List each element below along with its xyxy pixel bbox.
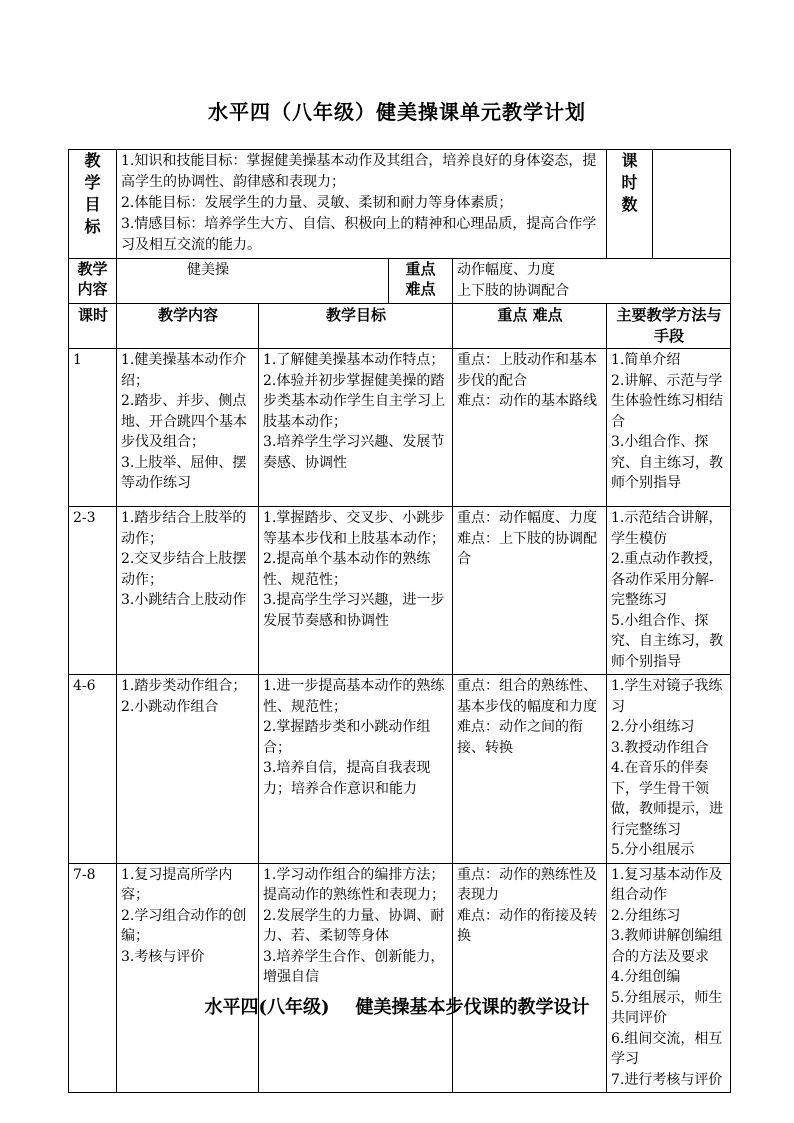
- focus-value: 动作幅度、力度 上下肢的协调配合: [453, 259, 731, 304]
- lesson-cell: 7-8: [69, 863, 117, 1093]
- content-cell: 1.健美操基本动作介绍； 2.踏步、并步、侧点地、开合跳四个基本步伐及组合； 3.上肢举、屈伸、摆等动作练习: [117, 349, 259, 507]
- objectives-text: 1.知识和技能目标：掌握健美操基本动作及其组合，培养良好的身体姿态，提高学生的协调性、韵律感和表现力； 2.体能目标：发展学生的力量、灵敏、柔韧和耐力等身体素质； 3.情感目标：培养学生大方、自信、积极向上的精神和心理品质，提高合作学习及相互交流的能力。: [117, 150, 607, 259]
- section-title-level: 水平四(八年级): [204, 997, 330, 1018]
- objectives-label: 教学目标: [69, 150, 117, 259]
- column-header-row: [69, 304, 731, 349]
- hours-label: 课时数: [607, 150, 653, 259]
- header-focus: 重点 难点: [453, 304, 607, 349]
- methods-cell: 1.学生对镜子我练习 2.分小组练习 3.教授动作组合 4.在音乐的伴奏下，学生骨干领做，教师提示，进行完整练习 5.分小组展示: [607, 675, 731, 864]
- section-title-topic: 健美操基本步伐课的教学设计: [355, 997, 590, 1018]
- table-row: [69, 507, 731, 675]
- header-lesson: 课时: [69, 304, 117, 349]
- content-cell: 1.踏步结合上肢举的动作； 2.交叉步结合上肢摆动作； 3.小跳结合上肢动作: [117, 507, 259, 675]
- content-row: [69, 259, 731, 304]
- section-title: [0, 993, 794, 1019]
- table-row: [69, 863, 731, 1093]
- header-goals: 教学目标: [259, 304, 453, 349]
- content-value: 健美操: [117, 259, 389, 304]
- lesson-cell: 2-3: [69, 507, 117, 675]
- table-row: [69, 675, 731, 864]
- unit-plan-table: [68, 149, 731, 1093]
- methods-cell: 1.复习基本动作及组合动作 2.分组练习 3.教师讲解创编组合的方法及要求 4.分组创编 5.分组展示，师生共同评价 6.组间交流，相互学习 7.进行考核与评价: [607, 863, 731, 1093]
- methods-cell: 1.简单介绍 2.讲解、示范与学生体验性练习相结合 3.小组合作、探究、自主练习，教师个别指导: [607, 349, 731, 507]
- content-cell: 1.复习提高所学内容； 2.学习组合动作的创编； 3.考核与评价: [117, 863, 259, 1093]
- content-label: 教学内容: [69, 259, 117, 304]
- focus-label: 重点难点: [389, 259, 453, 304]
- goals-cell: 1.掌握踏步、交叉步、小跳步等基本步伐和上肢基本动作； 2.提高单个基本动作的熟练性、规范性； 3.提高学生学习兴趣，进一步发展节奏感和协调性: [259, 507, 453, 675]
- page-title: 水平四（八年级）健美操课单元教学计划: [208, 100, 586, 124]
- focus-cell: 重点：动作幅度、力度 难点：上下肢的协调配合: [453, 507, 607, 675]
- goals-cell: 1.进一步提高基本动作的熟练性、规范性； 2.掌握踏步类和小跳动作组合； 3.培养自信，提高自我表现力；培养合作意识和能力: [259, 675, 453, 864]
- focus-cell: 重点：动作的熟练性及表现力 难点：动作的衔接及转换: [453, 863, 607, 1093]
- focus-cell: 重点：组合的熟练性、基本步伐的幅度和力度 难点：动作之间的衔接、转换: [453, 675, 607, 864]
- table-row: [69, 349, 731, 507]
- header-methods: 主要教学方法与手段: [607, 304, 731, 349]
- hours-value: [653, 150, 731, 259]
- lesson-cell: 1: [69, 349, 117, 507]
- goals-cell: 1.学习动作组合的编排方法；提高动作的熟练性和表现力； 2.发展学生的力量、协调、耐力、若、柔韧等身体 3.培养学生合作、创新能力，增强自信: [259, 863, 453, 1093]
- methods-cell: 1.示范结合讲解，学生模仿 2.重点动作教授，各动作采用分解-完整练习 5.小组合作、探究、自主练习，教师个别指导: [607, 507, 731, 675]
- header-content: 教学内容: [117, 304, 259, 349]
- focus-cell: 重点：上肢动作和基本步伐的配合 难点：动作的基本路线: [453, 349, 607, 507]
- lesson-cell: 4-6: [69, 675, 117, 864]
- content-cell: 1.踏步类动作组合； 2.小跳动作组合: [117, 675, 259, 864]
- objectives-row: [69, 150, 731, 259]
- goals-cell: 1.了解健美操基本动作特点； 2.体验并初步掌握健美操的踏步类基本动作学生自主学习上肢基本动作； 3.培养学生学习兴趣、发展节奏感、协调性: [259, 349, 453, 507]
